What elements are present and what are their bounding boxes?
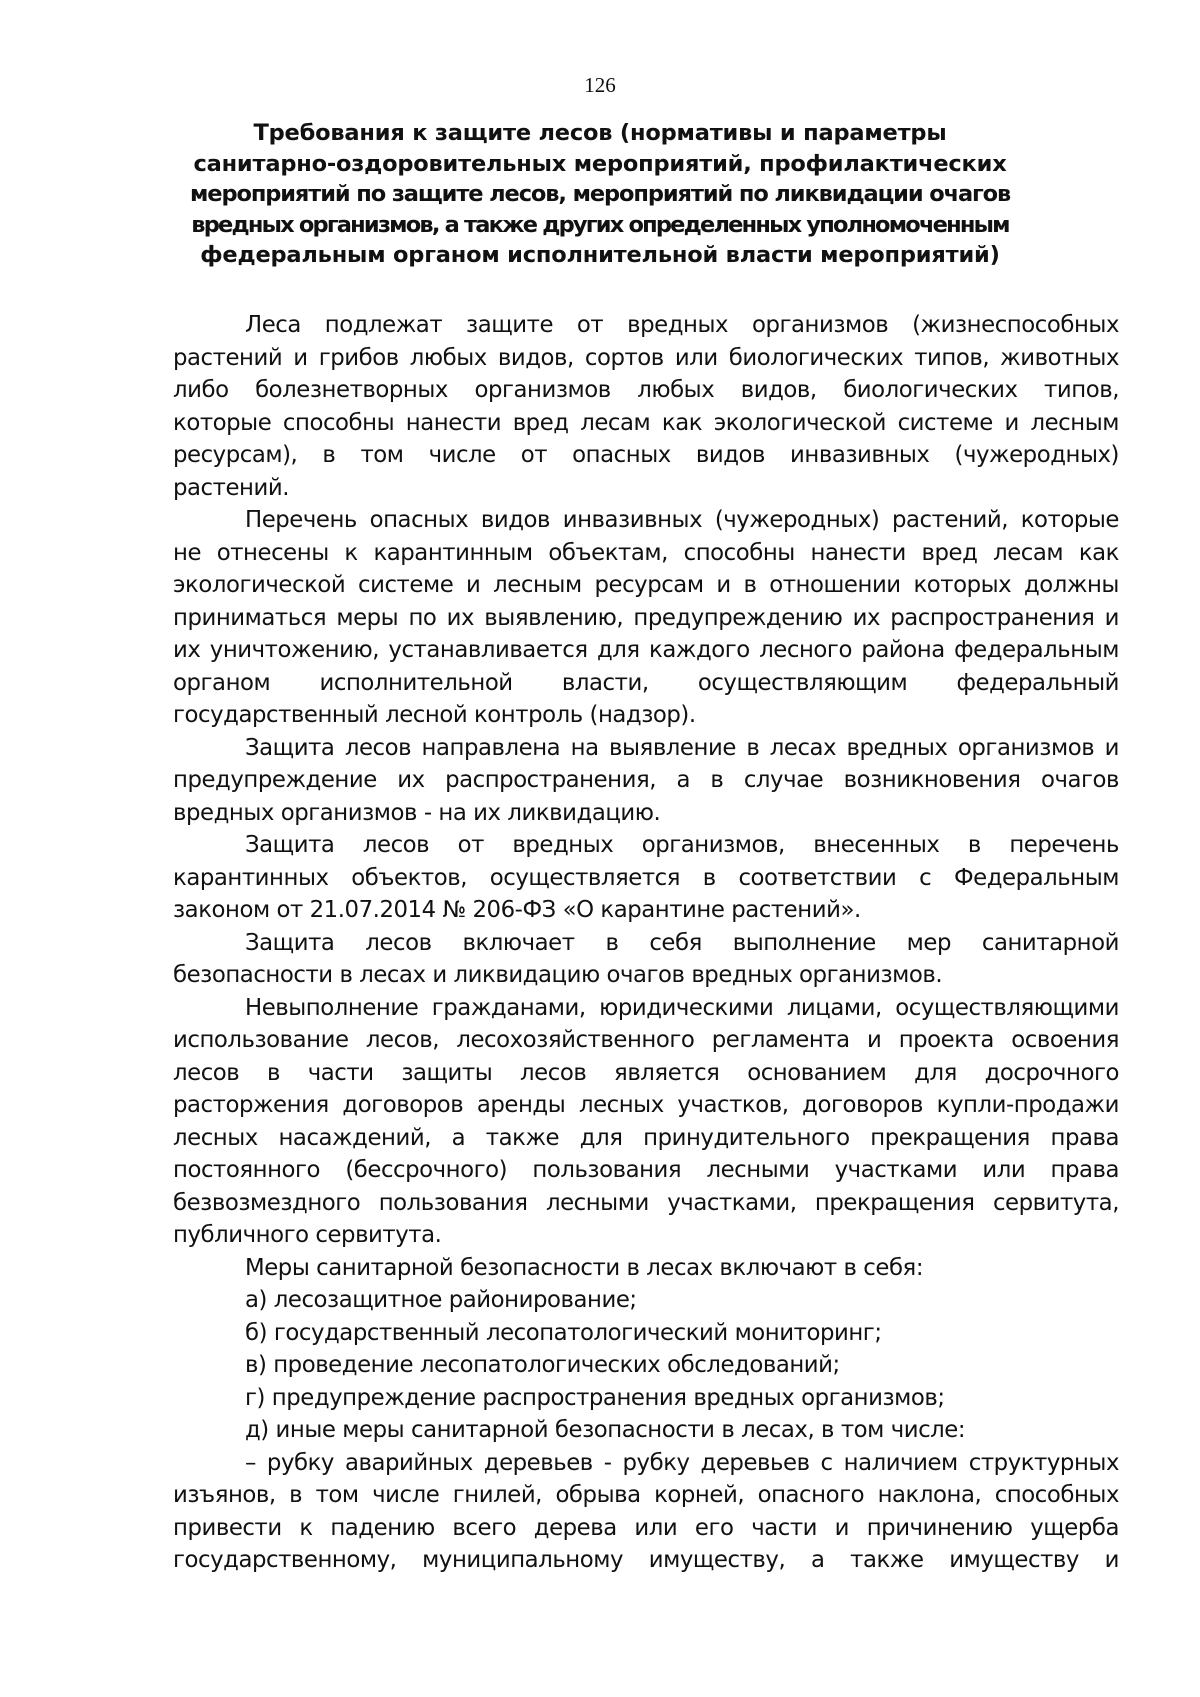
text-line: которые способны нанести вред лесам как экологической системе и лесным xyxy=(173,409,1119,436)
heading-line: вредных организмов, а также других определенных уполномоченным xyxy=(191,211,1009,238)
paragraph xyxy=(173,309,1119,504)
text-line: безопасности в лесах и ликвидацию очагов вредных организмов. xyxy=(173,962,943,988)
text-line: – рубку аварийных деревьев - рубку деревьев с наличием структурных xyxy=(245,1449,1119,1476)
text-line: Защита лесов от вредных организмов, внесенных в перечень xyxy=(245,832,1119,858)
list-item: в) проведение лесопатологических обследований; xyxy=(245,1352,840,1378)
paragraph xyxy=(173,504,1119,732)
text-line: привести к падению всего дерева или его части и причинению ущерба xyxy=(173,1514,1119,1541)
paragraph xyxy=(173,1447,1119,1577)
text-line: их уничтожению, устанавливается для каждого лесного района федеральным xyxy=(173,637,1119,663)
text-line: Защита лесов включает в себя выполнение мер санитарной xyxy=(245,929,1119,956)
paragraph xyxy=(173,992,1119,1252)
text-line: публичного сервитута. xyxy=(173,1222,442,1248)
text-line: не отнесены к карантинным объектам, способны нанести вред лесам как xyxy=(173,539,1119,566)
text-line: экологической системе и лесным ресурсам и в отношении которых должны xyxy=(173,572,1119,598)
text-line: предупреждение их распространения, а в случае возникновения очагов xyxy=(173,767,1119,793)
heading-line: мероприятий по защите лесов, мероприятий по ликвидации очагов xyxy=(190,181,1011,207)
text-line: органом исполнительной власти, осуществляющим федеральный xyxy=(173,669,1119,696)
text-line: безвозмездного пользования лесными участками, прекращения сервитута, xyxy=(173,1189,1119,1216)
page-number: 126 xyxy=(584,73,616,97)
heading-line: федеральным органом исполнительной власти мероприятий) xyxy=(200,242,1000,268)
text-line: Защита лесов направлена на выявление в лесах вредных организмов и xyxy=(245,734,1119,761)
text-line: карантинных объектов, осуществляется в соответствии с Федеральным xyxy=(173,864,1119,891)
text-line: изъянов, в том числе гнилей, обрыва корней, опасного наклона, способных xyxy=(173,1482,1119,1508)
text-line: Невыполнение гражданами, юридическими лицами, осуществляющими xyxy=(245,994,1119,1021)
text-line: растений. xyxy=(173,474,290,501)
text-line: Перечень опасных видов инвазивных (чужеродных) растений, которые xyxy=(245,507,1119,533)
text-line: либо болезнетворных организмов любых видов, биологических типов, xyxy=(173,377,1119,403)
body-text xyxy=(173,309,1119,1577)
paragraph xyxy=(173,829,1119,927)
text-line: ресурсам), в том числе от опасных видов инвазивных (чужеродных) xyxy=(173,442,1119,468)
list-item: б) государственный лесопатологический мониторинг; xyxy=(245,1319,882,1346)
measures-list xyxy=(173,1252,1119,1447)
text-line: государственный лесной контроль (надзор). xyxy=(173,702,696,728)
section-heading xyxy=(190,118,1010,271)
text-line: использование лесов, лесохозяйственного регламента и проекта освоения xyxy=(173,1027,1119,1053)
heading-line: санитарно-оздоровительных мероприятий, профилактических xyxy=(193,150,1007,177)
text-line: законом от 21.07.2014 № 206-ФЗ «О карантине растений». xyxy=(173,897,861,923)
list-item: д) иные меры санитарной безопасности в лесах, в том числе: xyxy=(245,1417,966,1443)
paragraph xyxy=(173,732,1119,830)
text-line: расторжения договоров аренды лесных участков, договоров купли-продажи xyxy=(173,1092,1119,1118)
list-item: Меры санитарной безопасности в лесах включают в себя: xyxy=(245,1254,924,1281)
list-item: г) предупреждение распространения вредных организмов; xyxy=(245,1384,945,1411)
text-line: постоянного (бессрочного) пользования лесными участками или права xyxy=(173,1157,1119,1183)
text-line: лесных насаждений, а также для принудительного прекращения права xyxy=(173,1124,1119,1151)
text-line: Леса подлежат защите от вредных организмов (жизнеспособных xyxy=(245,312,1119,338)
text-line: растений и грибов любых видов, сортов или биологических типов, животных xyxy=(173,344,1119,371)
text-line: приниматься меры по их выявлению, предупреждению их распространения и xyxy=(173,604,1119,631)
heading-line: Требования к защите лесов (нормативы и параметры xyxy=(253,120,947,146)
text-line: государственному, муниципальному имуществу, а также имуществу и xyxy=(173,1547,1119,1573)
list-item: а) лесозащитное районирование; xyxy=(245,1287,637,1313)
text-line: вредных организмов - на их ликвидацию. xyxy=(173,799,661,826)
text-line: лесов в части защиты лесов является основанием для досрочного xyxy=(173,1059,1119,1086)
paragraph xyxy=(173,927,1119,992)
